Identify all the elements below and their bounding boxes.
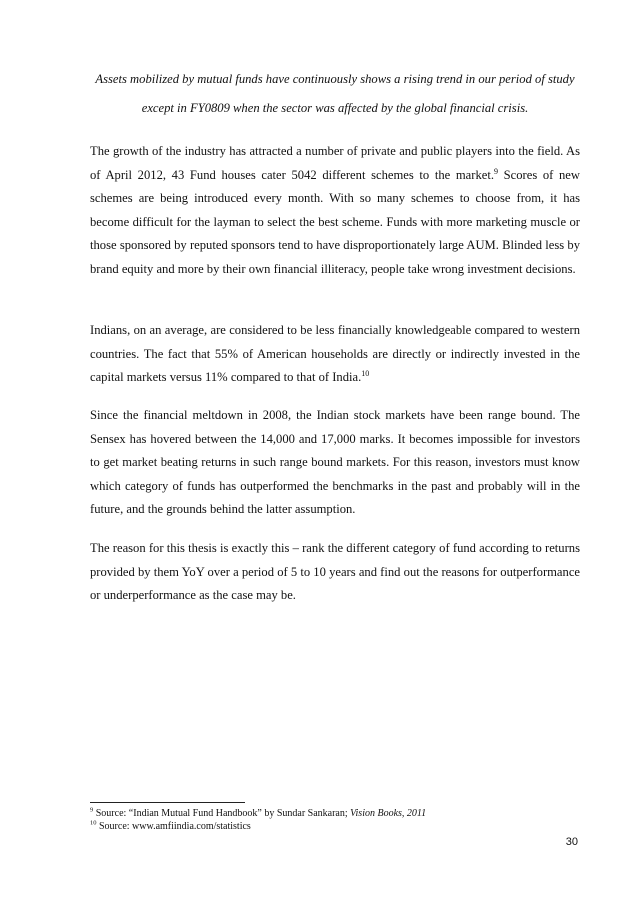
paragraph-text: The growth of the industry has attracted a number of private and public players into the field. As of April 2012, 43 Fund houses cater 5042 different schemes to the market. <box>90 144 580 182</box>
footnote-item <box>90 807 570 820</box>
paragraph-text: Indians, on an average, are considered to be less financially knowledgeable compared to western countries. The fact that 55% of American households are directly or indirectly invested in the capital markets versus 11% compared to that of India. <box>90 323 580 384</box>
footnote-reference: 9 <box>494 166 498 176</box>
footnote-separator <box>90 802 245 803</box>
paragraph-industry-growth <box>90 140 580 281</box>
footnote-number: 9 <box>90 806 94 814</box>
footnote-item <box>90 820 570 833</box>
figure-caption: Assets mobilized by mutual funds have continuously shows a rising trend in our period of study except in FY0809 when the sector was affected by the global financial crisis. <box>95 72 575 115</box>
paragraph-text: Scores of new schemes are being introduced every month. With so many schemes to choose from, it has become difficult for the layman to select the best scheme. Funds with more marketing muscle or those sponsored by reputed sponsors tend to have disproportionately large AUM. Blinded less by brand equity and more by their own financial illiteracy, people take wrong investment decisions. <box>90 167 580 276</box>
footnote-number: 10 <box>90 819 97 827</box>
footnote-text: Source: “Indian Mutual Fund Handbook” by Sundar Sankaran; <box>93 808 351 819</box>
footnote-publisher: Vision Books, 2011 <box>350 808 427 819</box>
footnote-reference: 10 <box>361 368 370 378</box>
paragraph-financial-knowledge <box>90 319 580 390</box>
paragraph-thesis-purpose: The reason for this thesis is exactly this – rank the different category of fund according to returns provided by them YoY over a period of 5 to 10 years and find out the reasons for outperformance or underperformance as the case may be. <box>90 541 580 602</box>
footnote-text: Source: www.amfiindia.com/statistics <box>96 821 251 832</box>
page-number: 30 <box>565 836 578 848</box>
paragraph-market-meltdown: Since the financial meltdown in 2008, the Indian stock markets have been range bound. The Sensex has hovered between the 14,000 and 17,000 marks. It becomes impossible for investors to get market beating returns in such range bound markets. For this reason, investors must know which category of funds has outperformed the benchmarks in the past and probably will in the future, and the grounds behind the latter assumption. <box>90 408 580 516</box>
